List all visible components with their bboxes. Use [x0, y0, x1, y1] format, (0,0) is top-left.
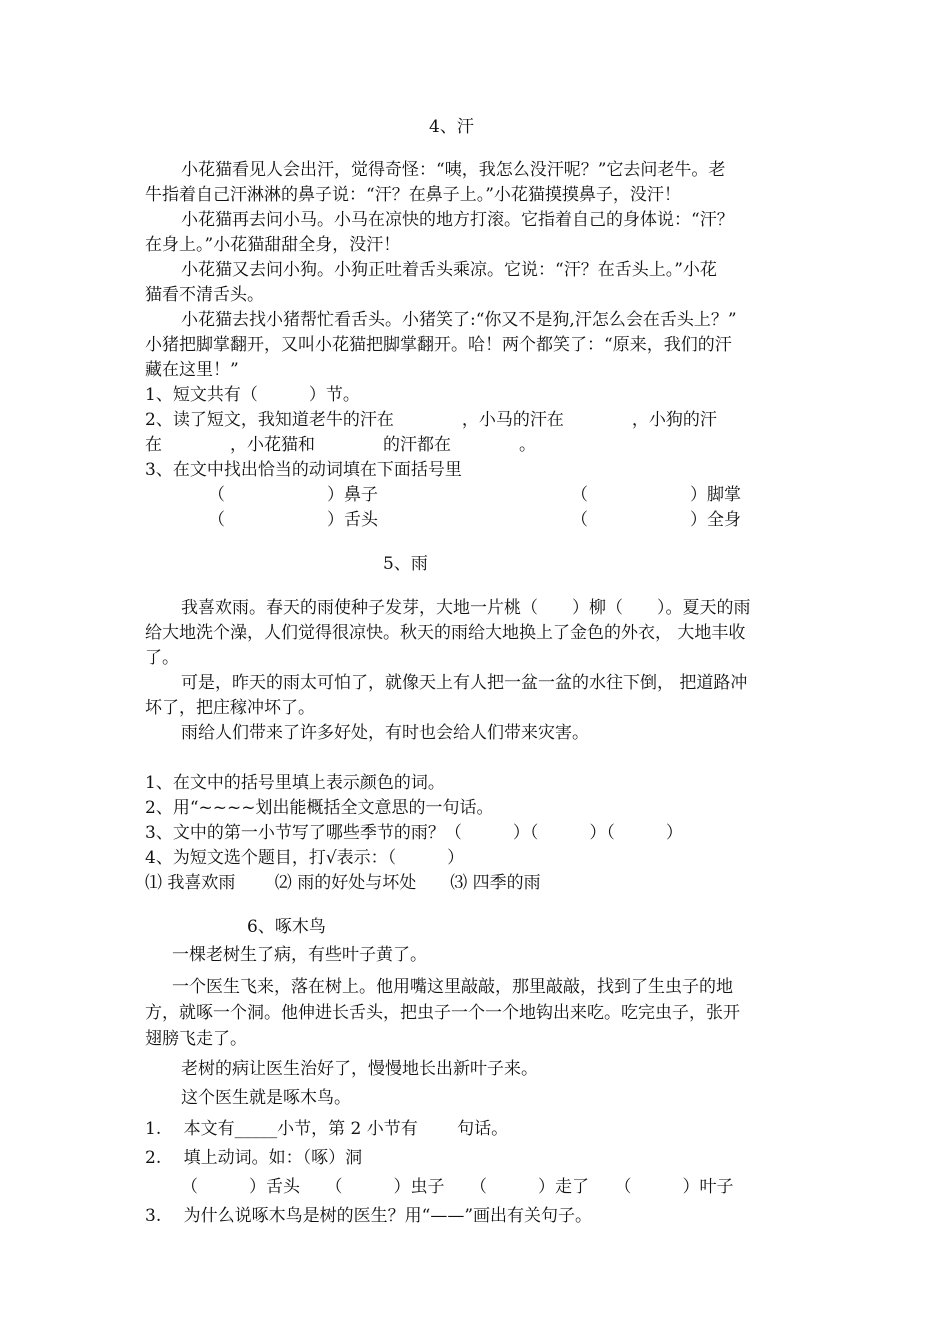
section-4-title: 4、汗 — [429, 117, 474, 137]
s4-fill-row1-right: （ ）脚掌 — [571, 485, 741, 505]
s5-p2-line2: 坏了，把庄稼冲坏了。 — [145, 698, 315, 718]
s4-p4-line2: 小猪把脚掌翻开，又叫小花猫把脚掌翻开。哈！两个都笑了：“原来，我们的汗 — [145, 335, 732, 355]
s6-p2-line1: 一个医生飞来，落在树上。他用嘴这里敲敲，那里敲敲，找到了生虫子的地 — [172, 977, 733, 997]
s5-p1-line1: 我喜欢雨。春天的雨使种子发芽，大地一片桃（ ）柳（ ）。夏天的雨 — [181, 598, 751, 618]
s4-fill-row1-left: （ ）鼻子 — [208, 485, 378, 505]
s4-question-3: 3、在文中找出恰当的动词填在下面括号里 — [145, 460, 462, 480]
s6-p2-line2: 方，就啄一个洞。他伸进长舌头，把虫子一个一个地钩出来吃。吃完虫子，张开 — [145, 1003, 740, 1023]
s6-question-2-fill: （ ）舌头 （ ）虫子 （ ）走了 （ ）叶子 — [181, 1177, 734, 1197]
section-5-title: 5、雨 — [383, 554, 428, 574]
s6-question-1: 1. 本文有_____小节，第 2 小节有 句话。 — [145, 1119, 509, 1139]
s6-p2-line3: 翅膀飞走了。 — [145, 1029, 247, 1049]
s4-p3-line1: 小花猫又去问小狗。小狗正吐着舌头乘凉。它说：“汗？在舌头上。”小花 — [181, 260, 717, 280]
s5-title-options: ⑴ 我喜欢雨 ⑵ 雨的好处与坏处 ⑶ 四季的雨 — [145, 873, 541, 893]
s4-p4-line3: 藏在这里！” — [145, 360, 239, 380]
s5-question-2: 2、用“~~~~划出能概括全文意思的一句话。 — [145, 798, 494, 818]
s5-p1-line2: 给大地洗个澡，人们觉得很凉快。秋天的雨给大地换上了金色的外衣， 大地丰收 — [145, 623, 746, 643]
s6-question-2: 2. 填上动词。如：（啄）洞 — [145, 1148, 363, 1168]
s5-question-3: 3、文中的第一小节写了哪些季节的雨？（ ）（ ）（ ） — [145, 823, 683, 843]
s6-p1: 一棵老树生了病，有些叶子黄了。 — [172, 945, 427, 965]
s4-p1-line1: 小花猫看见人会出汗，觉得奇怪：“咦，我怎么没汗呢？”它去问老牛。老 — [181, 160, 726, 180]
s5-question-1: 1、在文中的括号里填上表示颜色的词。 — [145, 773, 445, 793]
s4-p2-line2: 在身上。”小花猫甜甜全身，没汗！ — [145, 235, 401, 255]
s5-p3: 雨给人们带来了许多好处，有时也会给人们带来灾害。 — [181, 723, 589, 743]
s4-p4-line1: 小花猫去找小猪帮忙看舌头。小猪笑了:“你又不是狗,汗怎么会在舌头上？” — [181, 310, 737, 330]
s4-fill-row2-left: （ ）舌头 — [208, 510, 378, 530]
s4-p3-line2: 猫看不清舌头。 — [145, 285, 264, 305]
s4-question-2-line1: 2、读了短文，我知道老牛的汗在 ，小马的汗在 ，小狗的汗 — [145, 410, 717, 430]
s5-question-4: 4、为短文选个题目，打√表示：（ ） — [145, 848, 465, 868]
s6-p3: 老树的病让医生治好了，慢慢地长出新叶子来。 — [181, 1059, 538, 1079]
s5-p1-line3: 了。 — [145, 648, 179, 668]
s4-question-2-line2: 在 ，小花猫和 的汗都在 。 — [145, 435, 536, 455]
s5-p2-line1: 可是，昨天的雨太可怕了，就像天上有人把一盆一盆的水往下倒， 把道路冲 — [181, 673, 748, 693]
s6-p4: 这个医生就是啄木鸟。 — [181, 1088, 351, 1108]
s4-p1-line2: 牛指着自己汗淋淋的鼻子说：“汗？在鼻子上。”小花猫摸摸鼻子，没汗！ — [145, 185, 681, 205]
s4-question-1: 1、短文共有（ ）节。 — [145, 385, 360, 405]
s6-question-3: 3. 为什么说啄木鸟是树的医生？用“——”画出有关句子。 — [145, 1206, 593, 1226]
s4-p2-line1: 小花猫再去问小马。小马在凉快的地方打滚。它指着自己的身体说：“汗？ — [181, 210, 734, 230]
s4-fill-row2-right: （ ）全身 — [571, 510, 741, 530]
section-6-title: 6、啄木鸟 — [247, 917, 326, 937]
